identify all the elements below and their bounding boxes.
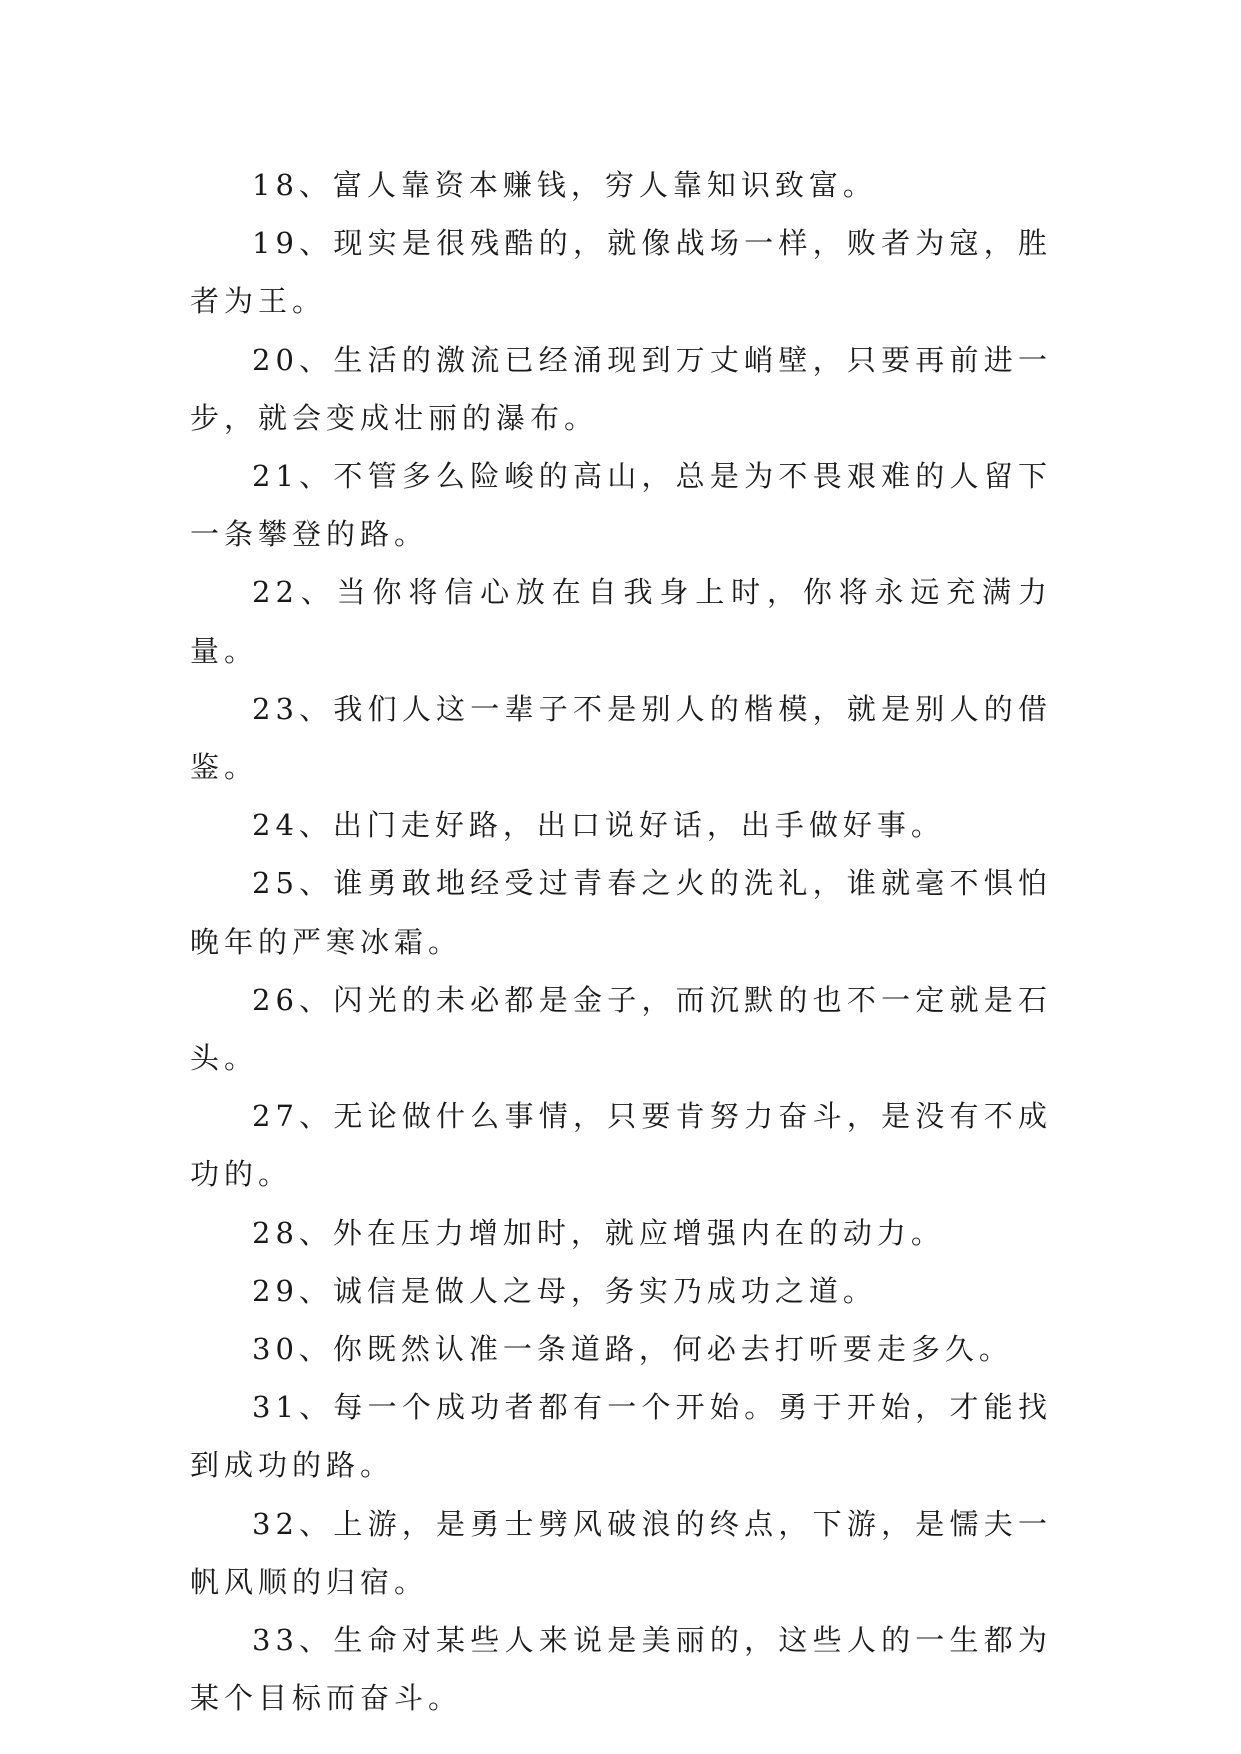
paragraph-21: 21、不管多么险峻的高山，总是为不畏艰难的人留下一条攀登的路。 — [190, 459, 1052, 552]
paragraph-18: 18、富人靠资本赚钱，穷人靠知识致富。 — [252, 168, 877, 202]
paragraph-27: 27、无论做什么事情，只要肯努力奋斗，是没有不成功的。 — [190, 1099, 1052, 1192]
paragraph-25: 25、谁勇敢地经受过青春之火的洗礼，谁就毫不惧怕晚年的严寒冰霜。 — [190, 866, 1052, 959]
paragraph-30: 30、你既然认准一条道路，何必去打听要走多久。 — [252, 1332, 1013, 1367]
document-body — [190, 156, 1052, 1727]
paragraph-28: 28、外在压力增加时，就应增强内在的动力。 — [252, 1215, 945, 1250]
paragraph-19: 19、现实是很残酷的，就像战场一样，败者为寇，胜者为王。 — [190, 226, 1052, 319]
paragraph-22: 22、当你将信心放在自我身上时，你将永远充满力量。 — [190, 575, 1052, 668]
paragraph-29: 29、诚信是做人之母，务实乃成功之道。 — [252, 1273, 877, 1308]
paragraph-26: 26、闪光的未必都是金子，而沉默的也不一定就是石头。 — [190, 982, 1052, 1076]
paragraph-31: 31、每一个成功者都有一个开始。勇于开始，才能找到成功的路。 — [190, 1390, 1052, 1483]
paragraph-32: 32、上游，是勇士劈风破浪的终点，下游，是懦夫一帆风顺的归宿。 — [190, 1506, 1052, 1599]
paragraph-23: 23、我们人这一辈子不是别人的楷模，就是别人的借鉴。 — [190, 691, 1052, 785]
paragraph-33: 33、生命对某些人来说是美丽的，这些人的一生都为某个目标而奋斗。 — [190, 1623, 1052, 1716]
paragraph-20: 20、生活的激流已经涌现到万丈峭壁，只要再前进一步，就会变成壮丽的瀑布。 — [190, 342, 1052, 435]
paragraph-24: 24、出门走好路，出口说好话，出手做好事。 — [252, 808, 945, 843]
